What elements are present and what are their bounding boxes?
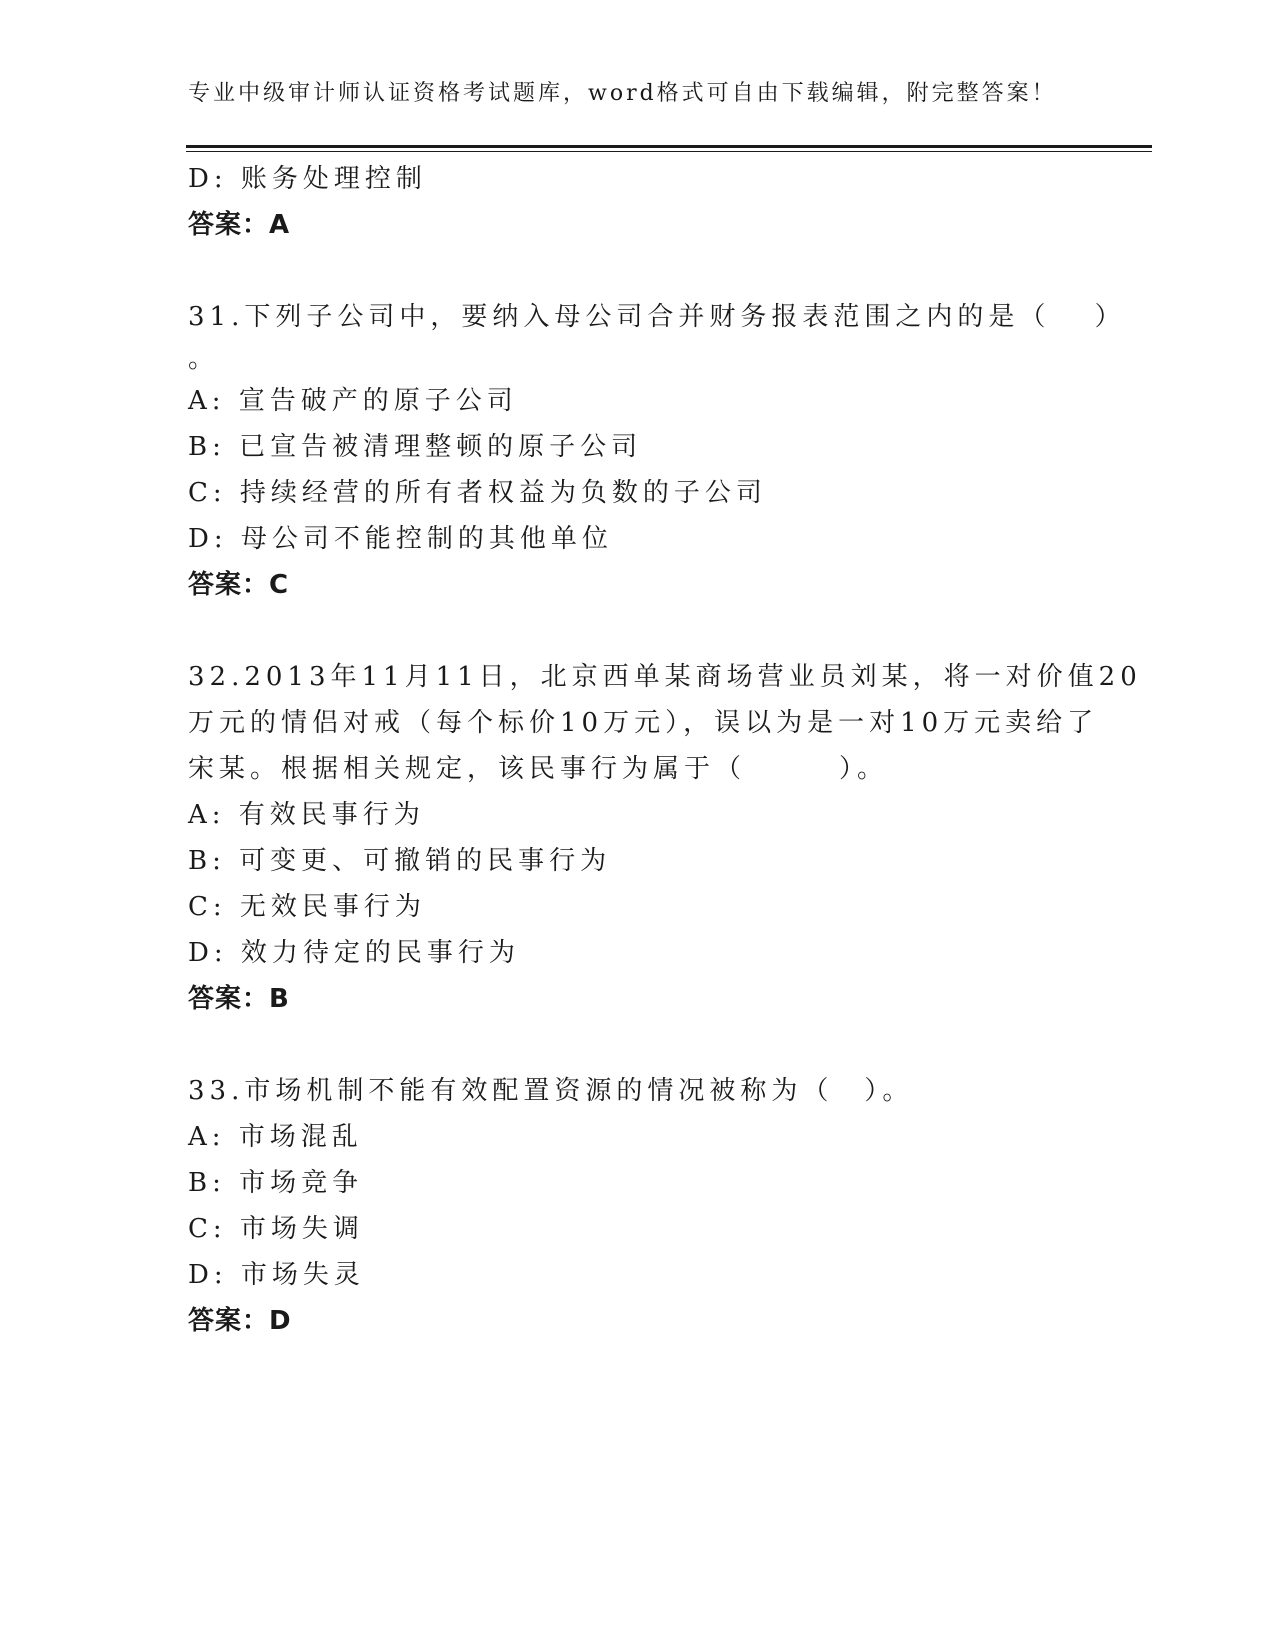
- question-32: [188, 654, 1142, 1022]
- option-c: C: 无效民事行为: [188, 892, 426, 922]
- option-d: D: 母公司不能控制的其他单位: [188, 524, 613, 554]
- question-stem-continued: 宋某。根据相关规定，该民事行为属于（ ）。: [188, 754, 889, 784]
- spacer: [188, 608, 1068, 654]
- spacer: [188, 248, 1068, 294]
- option-b: B: 市场竞争: [188, 1168, 364, 1198]
- header-rule-thin: [186, 151, 1152, 152]
- question-stem: 31.下列子公司中，要纳入母公司合并财务报表范围之内的是（ ）: [188, 302, 1126, 332]
- question-31: [188, 294, 1126, 608]
- option-b: B: 已宣告被清理整顿的原子公司: [188, 432, 643, 462]
- question-stem-continued: 。: [188, 344, 220, 374]
- answer: 答案：D: [188, 1306, 292, 1336]
- question-stem-continued: 万元的情侣对戒（每个标价10万元），误以为是一对10万元卖给了: [188, 708, 1099, 738]
- question-stem: 33.市场机制不能有效配置资源的情况被称为（ ）。: [188, 1076, 914, 1106]
- option-c: C: 持续经营的所有者权益为负数的子公司: [188, 478, 767, 508]
- prev-option-d: D: 账务处理控制: [188, 164, 427, 194]
- option-a: A: 有效民事行为: [188, 800, 425, 830]
- question-stem: 32.2013年11月11日，北京西单某商场营业员刘某，将一对价值20: [188, 662, 1142, 692]
- prev-answer: 答案：A: [188, 210, 291, 240]
- page-header: 专业中级审计师认证资格考试题库，word格式可自由下载编辑，附完整答案！: [188, 81, 1057, 106]
- question-33: [188, 1068, 1068, 1344]
- spacer: [188, 1022, 1068, 1068]
- answer: 答案：C: [188, 570, 290, 600]
- header-rule-thick: [186, 145, 1152, 148]
- option-d: D: 市场失灵: [188, 1260, 365, 1290]
- option-c: C: 市场失调: [188, 1214, 364, 1244]
- option-d: D: 效力待定的民事行为: [188, 938, 520, 968]
- answer: 答案：B: [188, 984, 290, 1014]
- question-content: [188, 156, 1142, 1344]
- option-b: B: 可变更、可撤销的民事行为: [188, 846, 612, 876]
- option-a: A: 市场混乱: [188, 1122, 363, 1152]
- option-a: A: 宣告破产的原子公司: [188, 386, 518, 416]
